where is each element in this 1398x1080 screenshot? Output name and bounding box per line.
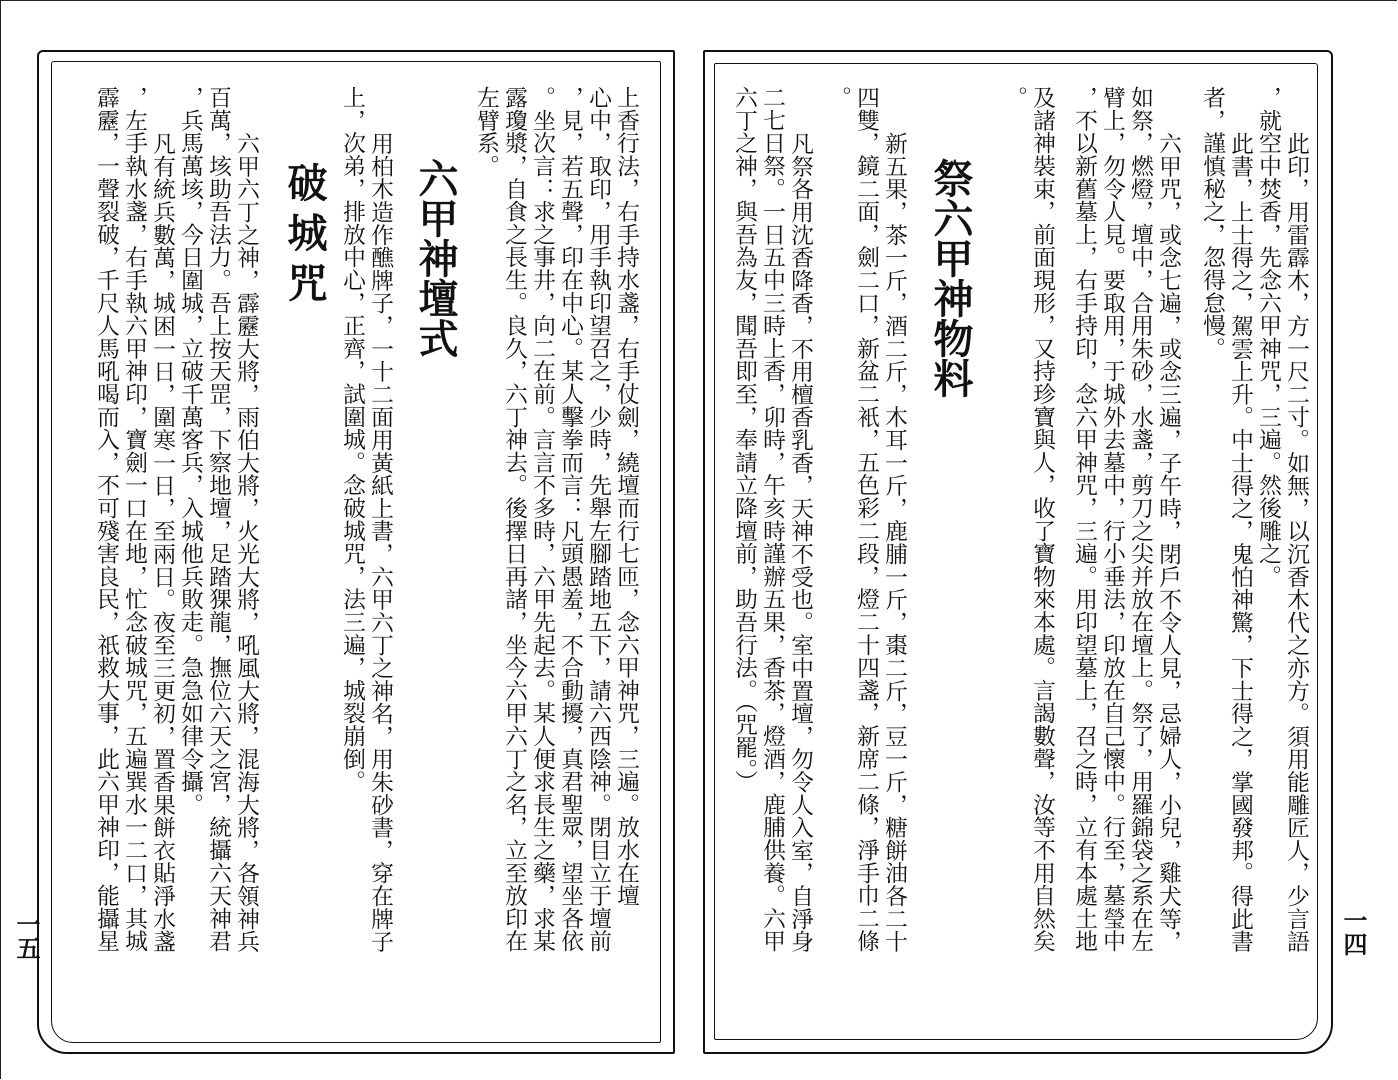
- left-text-column: 左臂系。: [473, 86, 499, 178]
- offerings-heading: 祭六甲神物料: [927, 158, 973, 398]
- left-page-number: 一五: [12, 912, 40, 960]
- right-text-column: 。: [825, 86, 851, 109]
- left-text-column: ，兵馬萬垓，今日圍城，立破千萬客兵，入城他兵敗走。急急如律令攝。: [177, 86, 203, 816]
- right-text-column: 二七日祭。一日五中三時上香，卯時，午亥時謹辦五果，香茶，燈酒，鹿脯供養。六甲: [759, 86, 785, 953]
- left-text-column: 。坐次言：求之事井，向二在前。言言不多時，六甲先起去。某人便求長生之藥，求某: [529, 86, 555, 953]
- left-text-column: 露瓊漿，自食之長生。良久，六丁神去。後擇日再諸，坐今六甲六丁之名，立至放印在: [501, 86, 527, 953]
- right-text-column: 凡祭各用沈香降香，不用檀香乳香，天神不受也。室中置壇，勿令人入室，自淨身: [787, 132, 813, 953]
- right-text-column: 者，謹慎秘之，忽得怠慢。: [1199, 86, 1225, 360]
- left-text-column: 百萬，垓助吾法力。吾上按天罡，下察地壇，足踏猓龍，撫位六天之宮，統攝六天神君: [205, 86, 231, 953]
- right-text-column: 臂上，勿令人見。要取用，于城外去墓中，行小垂法，印放在自己懷中。行至，墓瑩中: [1099, 86, 1125, 953]
- right-text-column: 四雙，鏡二面，劍二口，新盆二衹，五色彩二段，燈二十四盞，新席二條，淨手巾二條: [853, 86, 879, 953]
- altar-heading: 六甲神壇式: [412, 158, 458, 358]
- right-text-column: 此印，用雷霹木，方一尺二寸。如無，以沉香木代之亦方。須用能雕匠人，少言語: [1283, 132, 1309, 953]
- right-text-column: 六丁之神，與吾為友，聞吾即至，奉請立降壇前，助吾行法。（咒罷。）: [731, 86, 757, 793]
- right-text-column: ，不以新舊墓上，右手持印，念六甲神咒，三遍。用印望墓上，召之時，立有本處土地: [1071, 86, 1097, 953]
- right-page-number: 一四: [1339, 908, 1367, 956]
- right-text-column: 。: [1001, 86, 1027, 109]
- left-text-column: 霹靂，一聲裂破，千尺人馬吼喝而入，不可殘害良民，祇救大事，此六甲神印，能攝星: [93, 86, 119, 953]
- right-text-column: 如祭，燃燈，壇中，合用朱砂，水盞，剪刀之尖并放在壇上。祭了，用羅錦袋之系在左: [1127, 86, 1153, 953]
- left-text-column: ，見，若五聲，印在中心。某人擊拳而言：凡頭愚羞，不合動擾，真君聖眾，望坐各依: [557, 86, 583, 953]
- right-text-column: 及諸神裝束，前面現形，又持珍寶與人，收了寶物來本處。言謁數聲，汝等不用自然矣: [1029, 86, 1055, 953]
- left-text-column: 六甲六丁之神，霹靂大將，雨伯大將，火光大將，吼風大將，混海大將，各領神兵: [233, 132, 259, 953]
- right-text-column: 此書，上士得之，駕雲上升。中士得之，鬼怕神驚，下士得之，掌國發邦。得此書: [1227, 132, 1253, 953]
- curse-heading: 破城咒: [281, 162, 327, 312]
- left-text-column: 用柏木造作醮牌子，一十二面用黃紙上書，六甲六丁之神名，用朱砂書，穿在牌子: [367, 132, 393, 953]
- left-text-column: ，左手執水盞，右手執六甲神印，寶劍一口在地，忙念破城咒，五遍巽水一二口，其城: [121, 86, 147, 953]
- left-text-column: 上香行法，右手持水盞，右手仗劍，繞壇而行七匝，念六甲神咒，三遍。放水在壇: [613, 86, 639, 907]
- right-text-column: 六甲咒，或念七遍，或念三遍，子午時，閉戶不令人見，忌婦人，小兒，雞犬等，: [1155, 132, 1181, 953]
- right-text-column: ，就空中焚香，先念六甲神咒，三遍。然後雕之。: [1255, 86, 1281, 588]
- left-text-column: 上，次弟，排放中心，正齊，試圍城。念破城咒，法三遍，城裂崩倒。: [339, 86, 365, 793]
- right-text-column: 新五果，茶一斤，酒二斤，木耳一斤，鹿脯一斤，棗二斤，豆一斤，糖餅油各二十: [881, 132, 907, 953]
- left-text-column: 心中，取印，用手執印望召之，少時，先舉左腳踏地五下，請六西陰神。閉目立于壇前: [585, 86, 611, 953]
- left-text-column: 凡有統兵數萬，城困一日，圍寒一日，至兩日。夜至三更初，置香果餅衣貼淨水盞: [149, 132, 175, 953]
